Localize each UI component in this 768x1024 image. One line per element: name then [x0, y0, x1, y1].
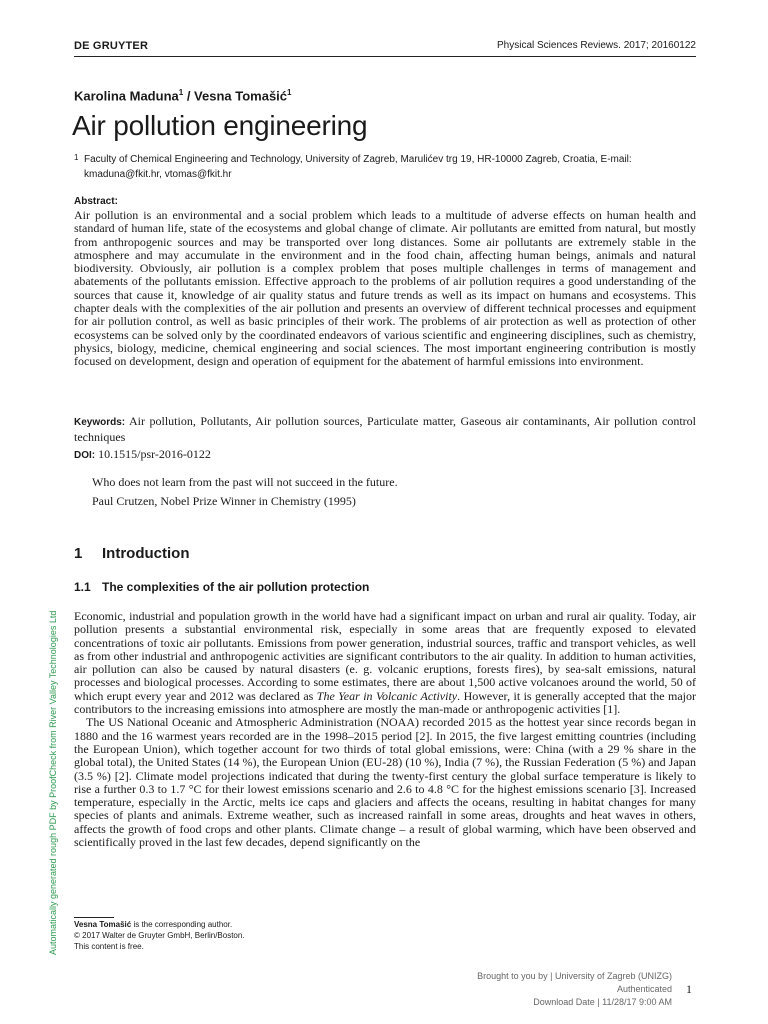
body-text: [74, 610, 696, 849]
access-line: Download Date | 11/28/17 9:00 AM: [533, 997, 672, 1007]
section-title: Introduction: [102, 545, 190, 562]
access-line: Brought to you by | University of Zagreb (UNIZG): [477, 971, 672, 981]
paragraph-text: . However, it is generally accepted that the major contributors to the increasing emissions into atmosphere are mostly the man-made or anthropogenic activities [1].: [74, 688, 696, 717]
copyright-notice: © 2017 Walter de Gruyter GmbH, Berlin/Boston.: [74, 931, 245, 940]
access-info: [400, 970, 672, 1009]
epigraph: [92, 473, 398, 511]
free-content-notice: This content is free.: [74, 942, 144, 951]
paragraph: The US National Oceanic and Atmospheric Administration (NOAA) recorded 2015 as the hottest year since records began in 1880 and the 16 warmest years recorded are in the 1998–2015 period [2]. In 2015, the five largest emitting countries (including the European Union), which together account for two thirds of total global emissions, were: China (with a 29 % share in the global total), the United States (14 %), the European Union (EU-28) (10 %), India (7 %), the Russian Federation (5 %) and Japan (3.5 %) [2]. Climate model projections indicated that during the twenty-first century the global surface temperature is likely to rise a further 0.3 to 1.7 °C for their lowest emissions scenario and 2.6 to 4.8 °C for the highest emissions scenario [3]. Increased temperature, especially in the Arctic, melts ice caps and glaciers and affects the oceans, resulting in habitat changes for many species of plants and animals. Extreme weather, such as increased rainfall in some areas, droughts and heat waves in others, affects the growth of food crops and other plants. Climate change – a result of global warming, which have been observed and scientifically proved in the last few decades, depend significantly on the: [74, 715, 696, 850]
subsection-number: 1.1: [74, 580, 91, 594]
doi-link[interactable]: 10.1515/psr-2016-0122: [98, 447, 211, 461]
author-name: Karolina Maduna: [74, 88, 179, 104]
corresponding-author-name: Vesna Tomašić: [74, 920, 132, 929]
paragraph-text: Economic, industrial and population growth in the world have had a significant impact on urban and rural air quality. Today, air pollution presents a substantial environmental risk, especially in some areas that are frequently exposed to elevated concentrations of toxic air pollutants. Emissions from power generation, industrial sources, traffic and transport vehicles, as well as from other industrial and anthropogenic activities are significant contributors to the air quality. In addition to human activities, air pollution can also be caused by natural disasters (e. g. volcanic eruptions, forests fires), by sea-salt emissions, natural processes and biological processes. According to some estimates, there are about 1,500 active volcanoes around the world, 50 of which erupt every year and 2012 was declared as: [74, 609, 696, 703]
corresponding-author-note: [74, 919, 245, 930]
keywords: [74, 414, 696, 444]
affiliation: [74, 152, 696, 182]
section-heading: [74, 545, 189, 562]
paper-title: Air pollution engineering: [72, 110, 368, 141]
section-number: 1: [74, 545, 83, 562]
corresponding-author-text: is the corresponding author.: [131, 920, 233, 929]
footnote-rule: [74, 917, 114, 918]
journal-reference: Physical Sciences Reviews. 2017; 20160122: [496, 40, 696, 51]
abstract-label: Abstract:: [74, 196, 118, 207]
affiliation-marker: 1: [287, 88, 292, 97]
keywords-label: Keywords:: [74, 417, 126, 428]
page-number: 1: [686, 982, 692, 996]
abstract-text: Air pollution is an environmental and a social problem which leads to a multitude of adverse effects on human health and standard of human life, state of the ecosystems and global change of climate. Air pollutants are emitted from natural, but mostly from anthropogenic sources and may be transported over long distances. Some air pollutants are extremely stable in the atmosphere and may accumulate in the environment and in the food chain, affecting human beings, animals and natural biodiversity. Obviously, air pollution is a complex problem that poses multiple challenges in terms of management and abatements of the pollutants emission. Effective approach to the problems of air pollution requires a good understanding of the sources that cause it, knowledge of air quality status and future trends as well as its impact on humans and ecosystems. This chapter deals with the complexities of the air pollution and presents an overview of different technical processes and equipment for air pollution control, as well as basic principles of their work. The problems of air protection as well as protection of other ecosystems can be solved only by the coordinated endeavors of various scientific and engineering disciplines, such as chemistry, physics, biology, medicine, chemical engineering and social sciences. The most important engineering contribution is mostly focused on development, design and operation of equipment for the abatement of harmful emissions into environment.: [74, 208, 696, 369]
keywords-text: Air pollution, Pollutants, Air pollution sources, Particulate matter, Gaseous air contaminants, Air pollution control techniques: [74, 414, 697, 444]
abstract: [74, 196, 696, 369]
affiliation-marker: 1: [178, 88, 184, 97]
doi: [74, 447, 211, 462]
affiliation-text: Faculty of Chemical Engineering and Technology, University of Zagreb, Marulićev trg 19, HR-10000 Zagreb, Croatia, E-mail: kmaduna@fkit.hr, vtomas@fkit.hr: [84, 154, 632, 180]
epigraph-quote: Who does not learn from the past will not succeed in the future.: [92, 475, 398, 489]
subsection-title: The complexities of the air pollution protection: [102, 580, 370, 594]
emphasis-text: The Year in Volcanic Activity: [316, 688, 458, 703]
author-line: [74, 88, 291, 103]
epigraph-attribution: Paul Crutzen, Nobel Prize Winner in Chemistry (1995): [92, 494, 356, 508]
access-line: Authenticated: [616, 984, 672, 994]
page-header: [74, 40, 696, 57]
doi-label: DOI:: [74, 450, 96, 461]
affiliation-mark: 1: [74, 153, 79, 162]
paragraph: [74, 610, 696, 716]
publisher-name: DE GRUYTER: [74, 40, 149, 52]
proof-sidebar-note: Automatically generated rough PDF by ProofCheck from River Valley Technologies Ltd: [48, 610, 58, 955]
footnote: [74, 917, 245, 952]
subsection-heading: [74, 580, 369, 594]
author-separator: /: [183, 88, 195, 104]
author-name: Vesna Tomašić: [194, 88, 288, 104]
